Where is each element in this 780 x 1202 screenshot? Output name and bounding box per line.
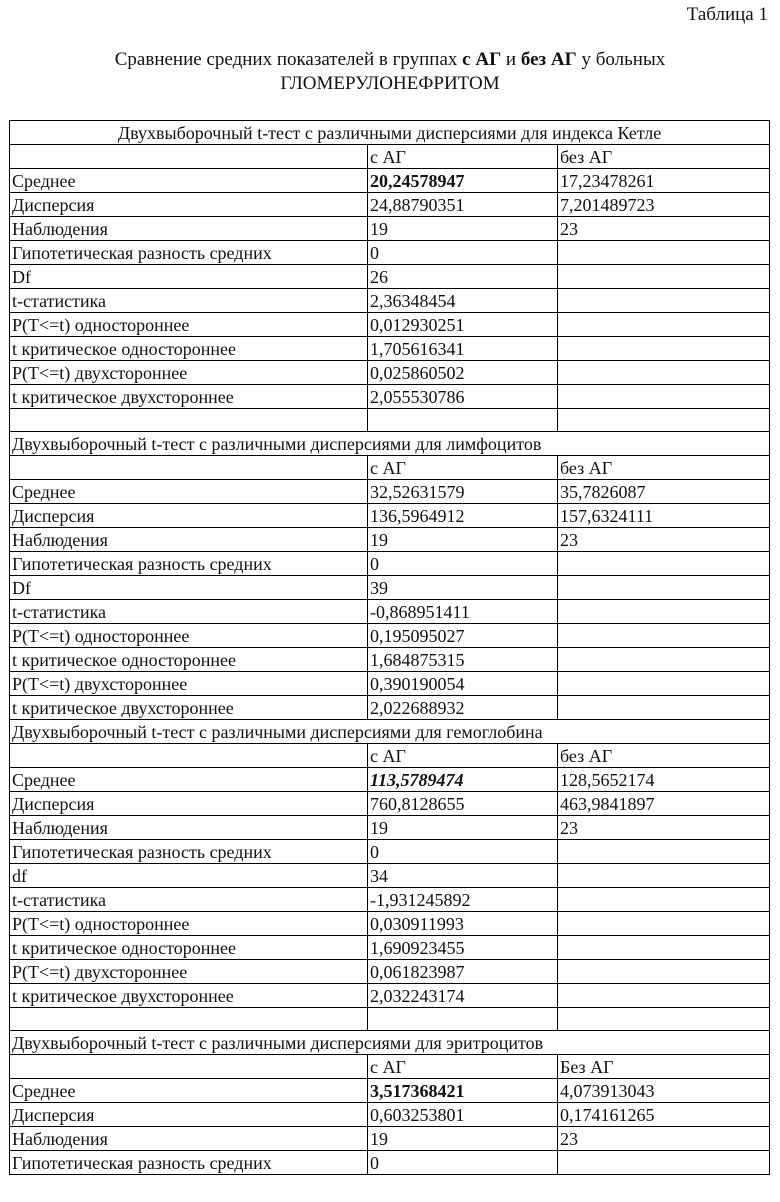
row-label: P(T<=t) двухстороннее — [10, 960, 368, 984]
column-label-without-ag: Без АГ — [558, 1055, 770, 1079]
row-label: Среднее — [10, 480, 368, 504]
value-without-ag: 17,23478261 — [558, 169, 770, 193]
value-with-ag: 26 — [368, 265, 558, 289]
table-row — [10, 696, 770, 720]
row-label: t критическое двухстороннее — [10, 696, 368, 720]
row-label: P(T<=t) двухстороннее — [10, 361, 368, 385]
column-label-without-ag: без АГ — [558, 145, 770, 169]
value-with-ag: 32,52631579 — [368, 480, 558, 504]
table-row — [10, 768, 770, 792]
table-row — [10, 528, 770, 552]
value-without-ag — [558, 672, 770, 696]
row-label: Гипотетическая разность средних — [10, 552, 368, 576]
row-label: Наблюдения — [10, 1127, 368, 1151]
title-text-3: у больных — [576, 49, 666, 70]
value-with-ag: 2,022688932 — [368, 696, 558, 720]
value-with-ag: 0 — [368, 840, 558, 864]
blank-cell — [558, 409, 770, 432]
value-with-ag: 1,690923455 — [368, 936, 558, 960]
table-row — [10, 816, 770, 840]
row-label: t критическое двухстороннее — [10, 984, 368, 1008]
row-label: Дисперсия — [10, 792, 368, 816]
value-without-ag — [558, 960, 770, 984]
row-label: P(T<=t) одностороннее — [10, 912, 368, 936]
value-without-ag: 23 — [558, 217, 770, 241]
value-without-ag: 23 — [558, 816, 770, 840]
value-without-ag — [558, 241, 770, 265]
table-row — [10, 313, 770, 337]
row-label: t критическое одностороннее — [10, 936, 368, 960]
row-label: Среднее — [10, 1079, 368, 1103]
column-label-row — [10, 145, 770, 169]
row-label: Дисперсия — [10, 504, 368, 528]
value-without-ag — [558, 984, 770, 1008]
blank-cell — [368, 409, 558, 432]
row-label: Df — [10, 265, 368, 289]
row-label: Наблюдения — [10, 528, 368, 552]
title-line-2: ГЛОМЕРУЛОНЕФРИТОМ — [280, 73, 500, 94]
column-label-with-ag: с АГ — [368, 145, 558, 169]
table-number-label: Таблица 1 — [686, 4, 768, 25]
table-row — [10, 241, 770, 265]
value-without-ag — [558, 1151, 770, 1175]
value-with-ag: 0,603253801 — [368, 1103, 558, 1127]
value-with-ag: 39 — [368, 576, 558, 600]
value-with-ag: 0,061823987 — [368, 960, 558, 984]
row-label: df — [10, 864, 368, 888]
value-without-ag — [558, 313, 770, 337]
table-row — [10, 1103, 770, 1127]
table-row — [10, 361, 770, 385]
blank-row — [10, 1008, 770, 1031]
table-row — [10, 193, 770, 217]
document-title — [0, 48, 780, 96]
row-label: Дисперсия — [10, 193, 368, 217]
blank-cell — [10, 409, 368, 432]
value-with-ag: -1,931245892 — [368, 888, 558, 912]
value-without-ag — [558, 265, 770, 289]
row-label: Гипотетическая разность средних — [10, 1151, 368, 1175]
value-with-ag: 34 — [368, 864, 558, 888]
value-without-ag — [558, 936, 770, 960]
table-row — [10, 840, 770, 864]
value-with-ag: 0 — [368, 552, 558, 576]
title-line-1 — [0, 48, 780, 72]
row-label: P(T<=t) двухстороннее — [10, 672, 368, 696]
table-row — [10, 1127, 770, 1151]
section-header-row — [10, 1031, 770, 1055]
blank-cell — [558, 1008, 770, 1031]
value-with-ag: 0,030911993 — [368, 912, 558, 936]
value-with-ag: 0,390190054 — [368, 672, 558, 696]
value-with-ag: 136,5964912 — [368, 504, 558, 528]
value-with-ag: 0,195095027 — [368, 624, 558, 648]
column-label-empty — [10, 145, 368, 169]
value-with-ag: 19 — [368, 528, 558, 552]
blank-cell — [10, 1008, 368, 1031]
value-without-ag — [558, 648, 770, 672]
value-with-ag: 0 — [368, 1151, 558, 1175]
section-title: Двухвыборочный t-тест с различными дисперсиями для лимфоцитов — [10, 432, 770, 456]
value-with-ag: 113,5789474 — [368, 768, 558, 792]
table-row — [10, 936, 770, 960]
section-title: Двухвыборочный t-тест с различными дисперсиями для эритроцитов — [10, 1031, 770, 1055]
column-label-row — [10, 1055, 770, 1079]
value-with-ag: 19 — [368, 217, 558, 241]
value-without-ag — [558, 624, 770, 648]
value-with-ag: 19 — [368, 1127, 558, 1151]
value-without-ag — [558, 552, 770, 576]
table-row — [10, 552, 770, 576]
value-without-ag: 463,9841897 — [558, 792, 770, 816]
table-row — [10, 504, 770, 528]
table-row — [10, 984, 770, 1008]
value-with-ag: 1,705616341 — [368, 337, 558, 361]
value-without-ag — [558, 888, 770, 912]
table-row — [10, 600, 770, 624]
table-row — [10, 385, 770, 409]
title-group-without-ag: без АГ — [520, 49, 577, 70]
section-title: Двухвыборочный t-тест с различными дисперсиями для индекса Кетле — [10, 121, 770, 145]
table-row — [10, 960, 770, 984]
value-without-ag: 35,7826087 — [558, 480, 770, 504]
row-label: P(T<=t) одностороннее — [10, 624, 368, 648]
blank-cell — [368, 1008, 558, 1031]
table-row — [10, 217, 770, 241]
table-row — [10, 888, 770, 912]
value-without-ag: 0,174161265 — [558, 1103, 770, 1127]
value-without-ag — [558, 576, 770, 600]
value-with-ag: 0,025860502 — [368, 361, 558, 385]
value-with-ag: 20,24578947 — [368, 169, 558, 193]
table-row — [10, 648, 770, 672]
value-without-ag: 23 — [558, 1127, 770, 1151]
section-title: Двухвыборочный t-тест с различными дисперсиями для гемоглобина — [10, 720, 770, 744]
table-row — [10, 624, 770, 648]
value-with-ag: 19 — [368, 816, 558, 840]
column-label-empty — [10, 1055, 368, 1079]
value-without-ag: 4,073913043 — [558, 1079, 770, 1103]
column-label-row — [10, 456, 770, 480]
value-with-ag: 760,8128655 — [368, 792, 558, 816]
value-with-ag: 0 — [368, 241, 558, 265]
value-with-ag: 2,032243174 — [368, 984, 558, 1008]
table-row — [10, 169, 770, 193]
value-without-ag: 128,5652174 — [558, 768, 770, 792]
row-label: Гипотетическая разность средних — [10, 241, 368, 265]
value-without-ag — [558, 912, 770, 936]
value-with-ag: -0,868951411 — [368, 600, 558, 624]
table-row — [10, 672, 770, 696]
table-row — [10, 265, 770, 289]
row-label: t критическое одностороннее — [10, 337, 368, 361]
title-text-1: Сравнение средних показателей в группах — [114, 49, 463, 70]
column-label-empty — [10, 744, 368, 768]
table-row — [10, 1151, 770, 1175]
value-without-ag — [558, 361, 770, 385]
table-row — [10, 337, 770, 361]
row-label: P(T<=t) одностороннее — [10, 313, 368, 337]
column-label-empty — [10, 456, 368, 480]
value-without-ag: 157,6324111 — [558, 504, 770, 528]
value-without-ag — [558, 864, 770, 888]
row-label: Дисперсия — [10, 1103, 368, 1127]
table-row — [10, 1079, 770, 1103]
value-without-ag — [558, 840, 770, 864]
row-label: t-статистика — [10, 600, 368, 624]
column-label-with-ag: с АГ — [368, 456, 558, 480]
row-label: Среднее — [10, 768, 368, 792]
row-label: t-статистика — [10, 888, 368, 912]
value-without-ag — [558, 385, 770, 409]
value-with-ag: 3,517368421 — [368, 1079, 558, 1103]
column-label-without-ag: без АГ — [558, 456, 770, 480]
title-group-with-ag: с АГ — [462, 49, 502, 70]
row-label: Df — [10, 576, 368, 600]
value-without-ag — [558, 289, 770, 313]
ttest-table — [9, 120, 770, 1175]
table-row — [10, 289, 770, 313]
section-header-row — [10, 121, 770, 145]
row-label: Наблюдения — [10, 816, 368, 840]
table-row — [10, 792, 770, 816]
value-without-ag — [558, 337, 770, 361]
section-header-row — [10, 432, 770, 456]
table-row — [10, 480, 770, 504]
column-label-with-ag: с АГ — [368, 1055, 558, 1079]
column-label-row — [10, 744, 770, 768]
value-without-ag: 7,201489723 — [558, 193, 770, 217]
value-without-ag: 23 — [558, 528, 770, 552]
value-with-ag: 2,055530786 — [368, 385, 558, 409]
section-header-row — [10, 720, 770, 744]
row-label: Наблюдения — [10, 217, 368, 241]
row-label: Гипотетическая разность средних — [10, 840, 368, 864]
row-label: Среднее — [10, 169, 368, 193]
table-row — [10, 864, 770, 888]
row-label: t-статистика — [10, 289, 368, 313]
value-without-ag — [558, 696, 770, 720]
table-row — [10, 576, 770, 600]
row-label: t критическое двухстороннее — [10, 385, 368, 409]
table-row — [10, 912, 770, 936]
value-with-ag: 1,684875315 — [368, 648, 558, 672]
value-with-ag: 0,012930251 — [368, 313, 558, 337]
value-without-ag — [558, 600, 770, 624]
title-text-2: и — [501, 49, 521, 70]
column-label-with-ag: с АГ — [368, 744, 558, 768]
row-label: t критическое одностороннее — [10, 648, 368, 672]
column-label-without-ag: без АГ — [558, 744, 770, 768]
value-with-ag: 2,36348454 — [368, 289, 558, 313]
value-with-ag: 24,88790351 — [368, 193, 558, 217]
blank-row — [10, 409, 770, 432]
